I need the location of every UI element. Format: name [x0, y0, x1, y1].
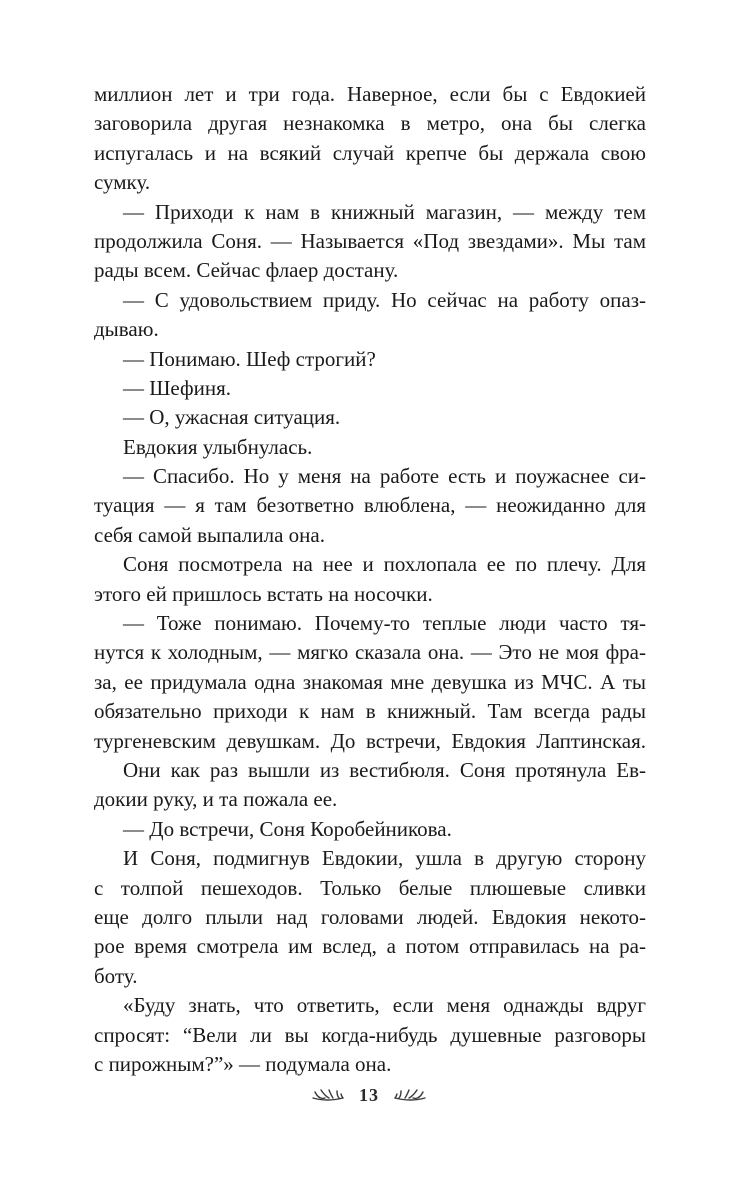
text-line: — Шефиня. [123, 375, 232, 400]
text-line: Они как раз вышли из вестибюля. Соня протянула Ев- [123, 757, 646, 782]
text-line: еще долго плыли над головами людей. Евдокия некото- [94, 904, 646, 929]
text-line: — Тоже понимаю. Почему-то теплые люди часто тя- [123, 611, 646, 636]
text-line: — С удовольствием приду. Но сейчас на работу опаз- [123, 287, 646, 312]
text-line: Евдокия улыбнулась. [123, 434, 313, 459]
text-line: с пирожным?”» — подумала она. [94, 1051, 392, 1076]
text-line: сумку. [94, 170, 151, 195]
text-line: спросят: “Вели ли вы когда-нибудь душевные разговоры [94, 1022, 646, 1047]
text-line: с толпой пешеходов. Только белые плюшевые сливки [94, 875, 646, 900]
text-line: миллион лет и три года. Наверное, если бы с Евдокией [94, 82, 646, 106]
text-line: — О, ужасная ситуация. [123, 405, 341, 430]
text-line: — Приходи к нам в книжный магазин, — между тем [123, 199, 646, 224]
text-line: себя самой выпалила она. [94, 522, 325, 547]
text-line: Соня посмотрела на нее и похлопала ее по плечу. Для [123, 552, 646, 577]
text-line: — Понимаю. Шеф строгий? [123, 346, 376, 371]
text-line: — Спасибо. Но у меня на работе есть и поужаснее си- [123, 464, 646, 489]
text-line: боту. [94, 963, 138, 988]
text-line: дываю. [94, 317, 159, 342]
text-line: И Соня, подмигнув Евдокии, ушла в другую сторону [123, 846, 646, 871]
text-line: заговорила другая незнакомка в метро, она бы слегка [94, 111, 646, 136]
text-line: обязательно приходи к нам в книжный. Там всегда рады [94, 699, 646, 724]
text-line: рое время смотрела им вслед, а потом отправилась на ра- [94, 934, 646, 959]
text-line: продолжила Соня. — Называется «Под звездами». Мы там [94, 228, 646, 253]
text-line: испугалась и на всякий случай крепче бы держала свою [94, 140, 646, 165]
page-number: 13 [359, 1084, 379, 1105]
text-line: — До встречи, Соня Коробейникова. [123, 816, 452, 841]
page-footer [0, 1080, 738, 1110]
text-line: рады всем. Сейчас флаер достану. [94, 258, 399, 283]
text-line: туация — я там безответно влюблена, — неожиданно для [94, 493, 646, 518]
text-line: нутся к холодным, — мягко сказала она. — Это не моя фра- [94, 640, 646, 665]
text-line: «Буду знать, что ответить, если меня однажды вдруг [123, 993, 646, 1018]
text-line: за, ее придумала одна знакомая мне девушка из МЧС. А ты [94, 669, 646, 694]
text-line: докии руку, и та пожала ее. [94, 787, 338, 812]
floral-ornament-icon [393, 1086, 427, 1104]
book-page-text [94, 80, 646, 1079]
text-line: этого ей пришлось встать на носочки. [94, 581, 433, 606]
floral-ornament-icon [311, 1086, 345, 1104]
text-line: тургеневским девушкам. До встречи, Евдокия Лаптинская. [94, 728, 646, 753]
